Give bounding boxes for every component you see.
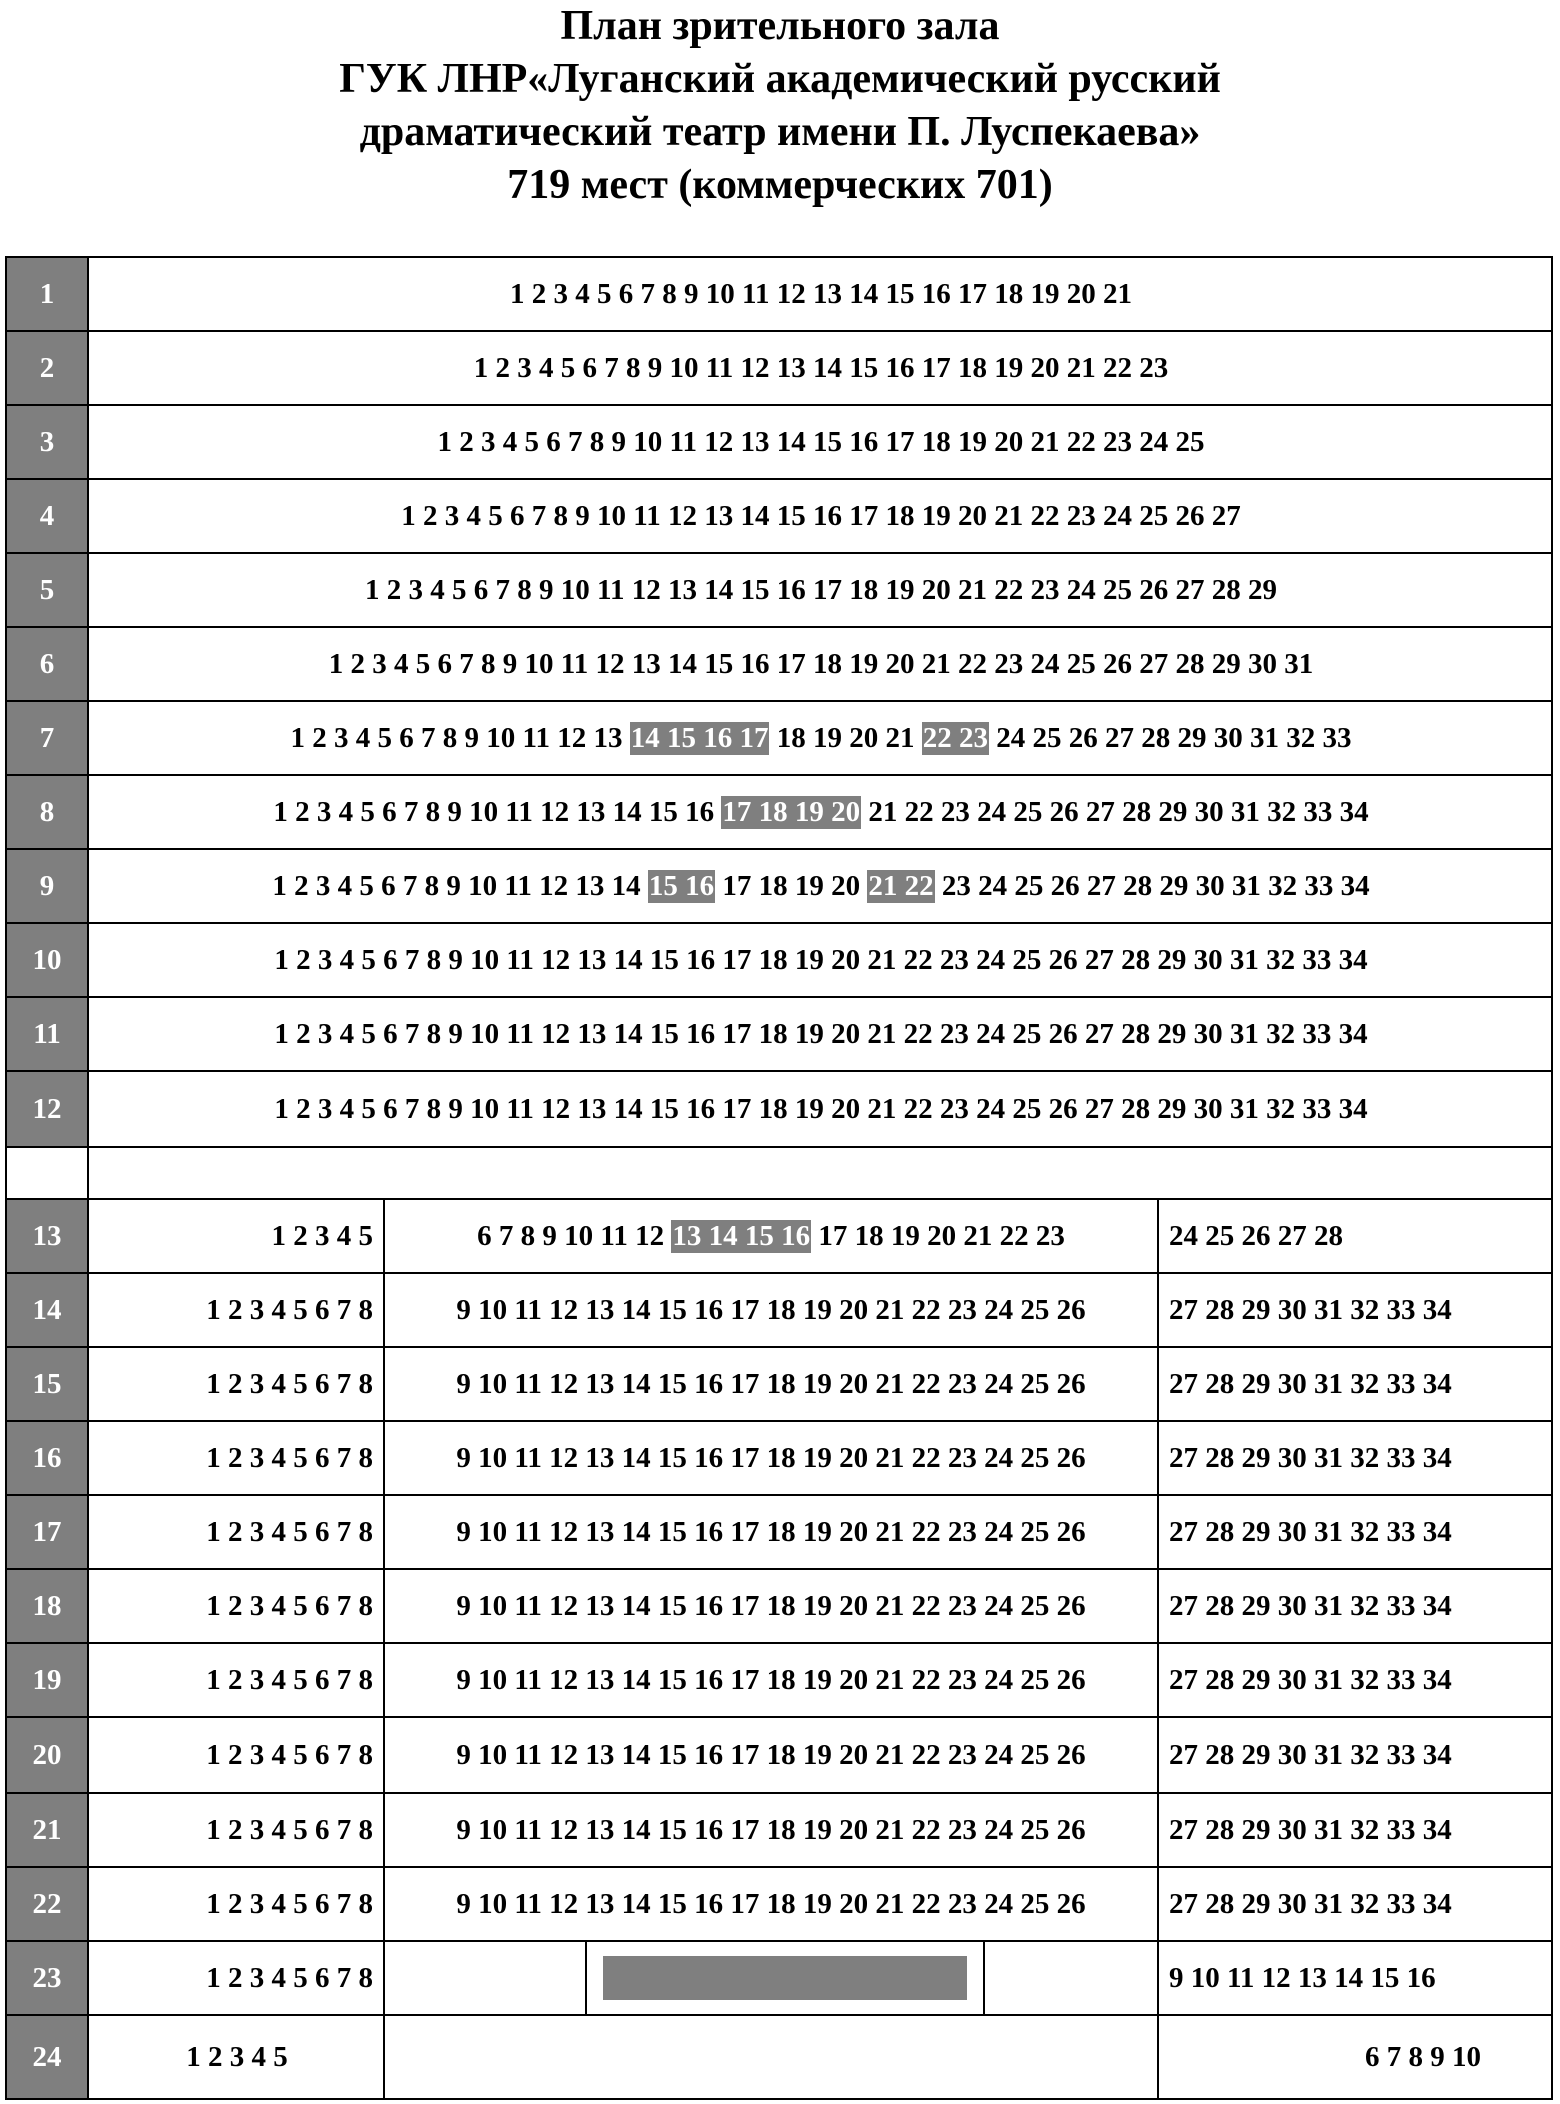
row-seats[interactable] [91,776,1551,848]
left-section[interactable] [91,1942,385,2014]
reserved-seats[interactable]: 14 15 16 17 [630,721,769,754]
seat-list[interactable]: 1 2 3 4 5 6 7 8 9 10 11 12 13 14 15 16 17 18 19 20 21 22 23 24 25 26 27 28 29 [365,573,1277,606]
center-section [385,2016,1159,2098]
table-row [7,2016,1551,2098]
seat-list[interactable]: 9 10 11 12 13 14 15 16 17 18 19 20 21 22 23 24 25 26 [456,1441,1086,1474]
seat-list[interactable]: 21 22 23 24 25 26 27 28 29 30 31 32 33 34 [861,795,1369,828]
table-row [7,628,1551,702]
seat-list[interactable]: 27 28 29 30 31 32 33 34 [1169,1663,1452,1696]
table-row [7,702,1551,776]
left-section[interactable] [91,1496,385,1568]
table-row [7,1274,1551,1348]
left-section[interactable] [91,1794,385,1866]
center-section[interactable] [385,1718,1159,1792]
seat-list[interactable]: 1 2 3 4 5 6 7 8 9 10 11 12 13 14 15 16 17 18 19 20 21 [510,277,1132,310]
right-section[interactable] [1159,1718,1551,1792]
left-section[interactable] [91,1718,385,1792]
row-seats[interactable] [91,332,1551,404]
seat-list[interactable]: 9 10 11 12 13 14 15 16 17 18 19 20 21 22 23 24 25 26 [456,1367,1086,1400]
seat-list[interactable]: 24 25 26 27 28 [1169,1219,1343,1252]
row-number: 6 [7,628,89,700]
row-number: 3 [7,406,89,478]
row-number: 8 [7,776,89,848]
table-row [7,1794,1551,1868]
title-line-4: 719 мест (коммерческих 701) [507,162,1053,208]
seat-list[interactable]: 27 28 29 30 31 32 33 34 [1169,1293,1452,1326]
right-section[interactable] [1159,1274,1551,1346]
row-number: 19 [7,1644,89,1716]
table-row [7,1496,1551,1570]
reserved-seats[interactable]: 13 14 15 16 [672,1219,811,1252]
seat-list[interactable]: 27 28 29 30 31 32 33 34 [1169,1813,1452,1846]
center-section[interactable] [385,1496,1159,1568]
table-row [7,554,1551,628]
reserved-seats[interactable]: 21 22 [868,869,934,902]
title-line-2: ГУК ЛНР«Луганский академический русский [339,56,1221,102]
table-row [7,1644,1551,1718]
seat-list[interactable]: 1 2 3 4 5 6 7 8 [206,1961,373,1994]
table-row [7,332,1551,406]
seat-list[interactable]: 27 28 29 30 31 32 33 34 [1169,1367,1452,1400]
center-section[interactable] [385,1644,1159,1716]
seat-list[interactable]: 1 2 3 4 5 6 7 8 [206,1738,373,1771]
left-section[interactable] [91,1868,385,1940]
row-number: 11 [7,998,89,1070]
title-line-1: План зрительного зала [560,3,1000,49]
left-section[interactable] [91,1348,385,1420]
center-section[interactable] [385,1348,1159,1420]
center-section[interactable] [385,1868,1159,1940]
left-section[interactable] [91,1274,385,1346]
seat-list[interactable]: 1 2 3 4 5 [271,1219,373,1252]
seat-list[interactable]: 23 24 25 26 27 28 29 30 31 32 33 34 [934,869,1370,902]
seat-list[interactable]: 1 2 3 4 5 6 7 8 9 10 11 12 13 [290,721,630,754]
center-section[interactable] [385,1422,1159,1494]
seat-list[interactable]: 24 25 26 27 28 29 30 31 32 33 [988,721,1352,754]
row-seats[interactable] [91,850,1551,922]
row-number: 1 [7,258,89,330]
seat-list[interactable]: 6 7 8 9 10 11 12 [477,1219,672,1252]
right-section[interactable] [1159,1794,1551,1866]
seat-list[interactable]: 17 18 19 20 [715,869,868,902]
row-seats[interactable] [91,628,1551,700]
seating-plan-table [5,256,1553,2100]
seat-list[interactable]: 1 2 3 4 5 6 7 8 9 10 11 12 13 14 15 16 [273,795,722,828]
table-row [7,924,1551,998]
table-row [7,258,1551,332]
right-section[interactable] [1159,1570,1551,1642]
table-row [7,1422,1551,1496]
row-number: 13 [7,1200,89,1272]
technical-zone [585,1942,985,2014]
left-section[interactable] [91,1200,385,1272]
row-number: 7 [7,702,89,774]
seat-list[interactable]: 1 2 3 4 5 6 7 8 [206,1887,373,1920]
row-number: 10 [7,924,89,996]
seat-list[interactable]: 1 2 3 4 5 6 7 8 9 10 11 12 13 14 15 16 17 18 19 20 21 22 23 24 25 [437,425,1205,458]
row-number: 24 [7,2016,89,2098]
row-seats[interactable] [91,554,1551,626]
row-number: 21 [7,1794,89,1866]
right-section[interactable] [1159,1422,1551,1494]
row-seats[interactable] [91,998,1551,1070]
row-number: 16 [7,1422,89,1494]
table-row [7,1348,1551,1422]
left-section[interactable] [91,1570,385,1642]
right-section[interactable] [1159,1348,1551,1420]
row-seats[interactable] [91,258,1551,330]
aisle-cell [7,1148,89,1198]
seat-list[interactable]: 1 2 3 4 5 6 7 8 9 10 11 12 13 14 15 16 17 18 19 20 21 22 23 24 25 26 27 28 29 30 31 32 33 34 [274,943,1368,976]
center-section[interactable] [385,1570,1159,1642]
seat-list[interactable]: 17 18 19 20 21 22 23 [811,1219,1065,1252]
seat-list[interactable]: 9 10 11 12 13 14 15 16 17 18 19 20 21 22 23 24 25 26 [456,1663,1086,1696]
table-row [7,998,1551,1072]
seat-list[interactable]: 1 2 3 4 5 6 7 8 [206,1663,373,1696]
seat-list[interactable]: 1 2 3 4 5 6 7 8 [206,1367,373,1400]
table-row [7,776,1551,850]
table-row [7,1718,1551,1794]
page-title [0,0,1560,212]
row-number: 12 [7,1072,89,1146]
seat-list[interactable]: 27 28 29 30 31 32 33 34 [1169,1589,1452,1622]
title-line-3: драматический театр имени П. Луспекаева» [359,109,1201,155]
seat-list[interactable]: 1 2 3 4 5 6 7 8 [206,1441,373,1474]
seat-list[interactable]: 9 10 11 12 13 14 15 16 17 18 19 20 21 22 23 24 25 26 [456,1813,1086,1846]
table-row [7,1200,1551,1274]
row-seats[interactable] [91,702,1551,774]
center-section[interactable] [385,1274,1159,1346]
table-row [7,1868,1551,1942]
table-row [7,406,1551,480]
row-seats[interactable] [91,406,1551,478]
table-row [7,850,1551,924]
row-number: 17 [7,1496,89,1568]
table-row [7,1570,1551,1644]
seat-list[interactable]: 9 10 11 12 13 14 15 16 17 18 19 20 21 22 23 24 25 26 [456,1738,1086,1771]
seat-list[interactable]: 27 28 29 30 31 32 33 34 [1169,1887,1452,1920]
reserved-seats[interactable]: 15 16 [648,869,715,902]
seat-list[interactable]: 27 28 29 30 31 32 33 34 [1169,1515,1452,1548]
seat-list[interactable]: 1 2 3 4 5 6 7 8 [206,1515,373,1548]
seat-list[interactable]: 1 2 3 4 5 6 7 8 [206,1813,373,1846]
seat-list[interactable]: 1 2 3 4 5 6 7 8 9 10 11 12 13 14 15 16 17 18 19 20 21 22 23 [473,351,1169,384]
left-section[interactable] [91,1422,385,1494]
reserved-seats[interactable]: 22 23 [922,721,988,754]
row-seats[interactable] [91,924,1551,996]
technical-zone-block [603,1956,967,2000]
seat-list[interactable]: 1 2 3 4 5 6 7 8 9 10 11 12 13 14 [272,869,648,902]
left-section[interactable] [91,2016,385,2098]
center-section [385,1942,1159,2014]
right-section[interactable] [1159,2016,1551,2098]
row-number: 2 [7,332,89,404]
seat-list[interactable]: 1 2 3 4 5 6 7 8 9 10 11 12 13 14 15 16 17 18 19 20 21 22 23 24 25 26 27 [401,499,1241,532]
center-section[interactable] [385,1200,1159,1272]
seat-list[interactable]: 6 7 8 9 10 [1365,2040,1481,2073]
row-number: 15 [7,1348,89,1420]
row-number: 9 [7,850,89,922]
seat-list[interactable]: 9 10 11 12 13 14 15 16 [1169,1961,1436,1994]
right-section[interactable] [1159,1200,1551,1272]
row-number: 18 [7,1570,89,1642]
seat-list[interactable]: 27 28 29 30 31 32 33 34 [1169,1441,1452,1474]
row-number: 20 [7,1718,89,1792]
row-number: 4 [7,480,89,552]
seat-list[interactable]: 9 10 11 12 13 14 15 16 17 18 19 20 21 22 23 24 25 26 [456,1887,1086,1920]
reserved-seats[interactable]: 17 18 19 20 [722,795,861,828]
left-section[interactable] [91,1644,385,1716]
seat-list[interactable]: 1 2 3 4 5 6 7 8 9 10 11 12 13 14 15 16 17 18 19 20 21 22 23 24 25 26 27 28 29 30 31 [328,647,1314,680]
seat-list[interactable]: 18 19 20 21 [769,721,922,754]
seat-list[interactable]: 1 2 3 4 5 6 7 8 [206,1589,373,1622]
seat-list[interactable]: 9 10 11 12 13 14 15 16 17 18 19 20 21 22 23 24 25 26 [456,1293,1086,1326]
row-number: 22 [7,1868,89,1940]
seat-list[interactable]: 1 2 3 4 5 6 7 8 9 10 11 12 13 14 15 16 17 18 19 20 21 22 23 24 25 26 27 28 29 30 31 32 33 34 [274,1092,1368,1125]
seat-list[interactable]: 1 2 3 4 5 6 7 8 9 10 11 12 13 14 15 16 17 18 19 20 21 22 23 24 25 26 27 28 29 30 31 32 33 34 [274,1017,1368,1050]
row-seats[interactable] [91,480,1551,552]
table-row [7,480,1551,554]
seat-list[interactable]: 9 10 11 12 13 14 15 16 17 18 19 20 21 22 23 24 25 26 [456,1589,1086,1622]
seat-list[interactable]: 1 2 3 4 5 6 7 8 [206,1293,373,1326]
row-seats[interactable] [91,1072,1551,1146]
seat-list[interactable]: 27 28 29 30 31 32 33 34 [1169,1738,1452,1771]
seat-list[interactable]: 9 10 11 12 13 14 15 16 17 18 19 20 21 22 23 24 25 26 [456,1515,1086,1548]
table-row [7,1942,1551,2016]
row-number: 5 [7,554,89,626]
center-section[interactable] [385,1794,1159,1866]
row-number: 14 [7,1274,89,1346]
right-section[interactable] [1159,1942,1551,2014]
right-section[interactable] [1159,1496,1551,1568]
seat-list[interactable]: 1 2 3 4 5 [186,2040,288,2073]
aisle-row [7,1148,1551,1200]
right-section[interactable] [1159,1868,1551,1940]
row-number: 23 [7,1942,89,2014]
table-row [7,1072,1551,1148]
right-section[interactable] [1159,1644,1551,1716]
